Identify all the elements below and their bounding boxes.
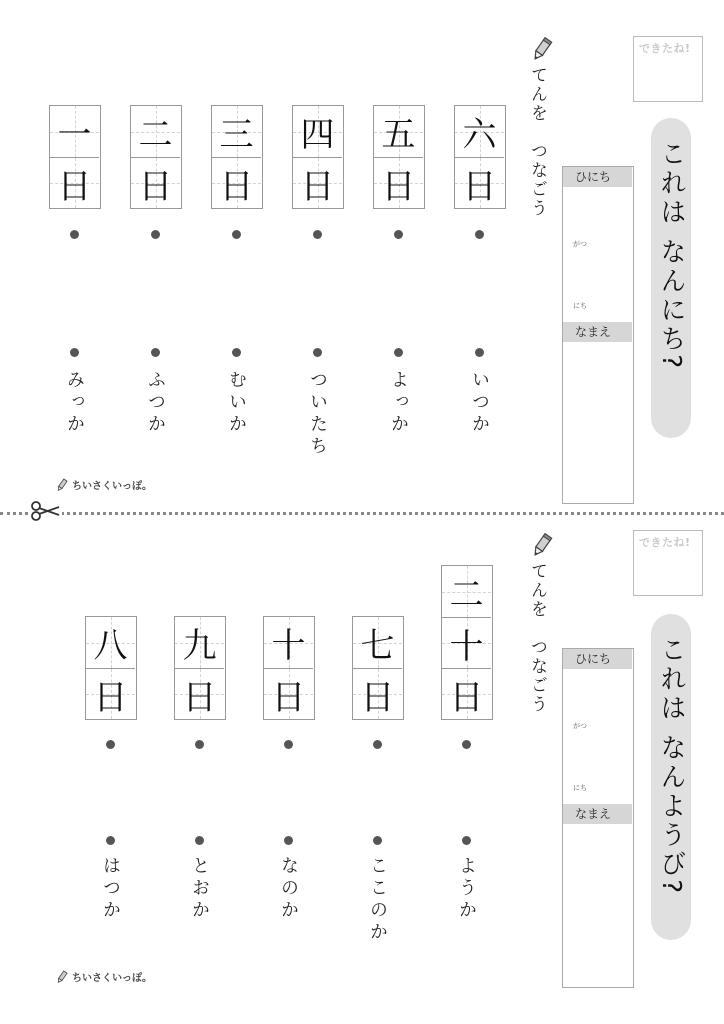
kanji-card: [373, 105, 425, 209]
kanji-card: [174, 616, 226, 720]
pencil-icon: [55, 478, 69, 492]
connect-dot[interactable]: [151, 230, 160, 239]
connect-dot[interactable]: [313, 230, 322, 239]
month-label: がつ: [573, 240, 587, 248]
kanji-cell: 日: [86, 668, 135, 719]
pencil-icon: [529, 532, 555, 558]
kanji-card: [85, 616, 137, 720]
instruction: [519, 532, 559, 772]
kanji-cell: 日: [374, 157, 423, 208]
logo-text: ちいさくいっぽ。: [72, 973, 152, 984]
connect-dot[interactable]: [373, 836, 382, 845]
done-stamp-box: [633, 530, 703, 596]
done-label: できたね!: [639, 536, 691, 549]
kanji-card: [211, 105, 263, 209]
connect-dot[interactable]: [232, 348, 241, 357]
kanji-card: [441, 565, 493, 720]
logo: [55, 477, 152, 492]
kanji-cell: 二: [442, 566, 491, 617]
kanji-card: [49, 105, 101, 209]
kanji-cell: 日: [442, 668, 491, 719]
logo-text: ちいさくいっぽ。: [72, 481, 152, 492]
reading-text: ふつか: [145, 370, 166, 436]
kanji-cell: 日: [353, 668, 402, 719]
day-label: にち: [573, 302, 587, 310]
logo: [55, 969, 152, 984]
connect-dot[interactable]: [106, 740, 115, 749]
reading-text: ついたち: [307, 370, 328, 458]
connect-dot[interactable]: [284, 740, 293, 749]
connect-dot[interactable]: [106, 836, 115, 845]
date-name-panel: [562, 648, 634, 988]
connect-dot[interactable]: [232, 230, 241, 239]
reading-text: むいか: [226, 370, 247, 436]
kanji-cell: 六: [455, 106, 504, 157]
reading-text: ようか: [456, 856, 477, 922]
connect-dot[interactable]: [70, 348, 79, 357]
done-stamp-box: [633, 36, 703, 102]
connect-dot[interactable]: [373, 740, 382, 749]
connect-dot[interactable]: [70, 230, 79, 239]
connect-dot[interactable]: [284, 836, 293, 845]
kanji-cell: 十: [264, 617, 313, 668]
kanji-cell: 日: [212, 157, 261, 208]
connect-dot[interactable]: [462, 836, 471, 845]
date-header: ひにち: [563, 649, 632, 669]
kanji-cell: 日: [131, 157, 180, 208]
instruction-text: てんを つなごう: [527, 66, 547, 218]
connect-dot[interactable]: [195, 836, 204, 845]
reading-text: いつか: [469, 370, 490, 436]
connect-dot[interactable]: [394, 348, 403, 357]
kanji-cell: 日: [455, 157, 504, 208]
bottom-worksheet: [0, 512, 724, 1024]
instruction: [519, 36, 559, 276]
question-text: これは なんようび?: [656, 636, 686, 897]
reading-text: なのか: [278, 856, 299, 922]
connect-dot[interactable]: [151, 348, 160, 357]
day-label: にち: [573, 784, 587, 792]
kanji-cell: 日: [175, 668, 224, 719]
month-label: がつ: [573, 722, 587, 730]
instruction-text: てんを つなごう: [527, 562, 547, 714]
connect-dot[interactable]: [195, 740, 204, 749]
question-pill: [651, 614, 691, 940]
kanji-cell: 二: [131, 106, 180, 157]
reading-text: みっか: [64, 370, 85, 436]
name-header: なまえ: [563, 322, 632, 342]
kanji-cell: 八: [86, 617, 135, 668]
pencil-icon: [529, 36, 555, 62]
done-label: できたね!: [639, 42, 691, 55]
connect-dot[interactable]: [475, 230, 484, 239]
kanji-card: [454, 105, 506, 209]
kanji-card: [352, 616, 404, 720]
date-name-panel: [562, 166, 634, 504]
kanji-cell: 五: [374, 106, 423, 157]
kanji-cell: 日: [50, 157, 99, 208]
kanji-cell: 日: [293, 157, 342, 208]
kanji-cell: 日: [264, 668, 313, 719]
connect-dot[interactable]: [475, 348, 484, 357]
question-text: これは なんにち?: [656, 140, 686, 372]
top-worksheet: [0, 0, 724, 506]
kanji-cell: 七: [353, 617, 402, 668]
reading-text: とおか: [189, 856, 210, 922]
kanji-card: [263, 616, 315, 720]
kanji-cell: 十: [442, 617, 491, 668]
reading-text: はつか: [100, 856, 121, 922]
kanji-cell: 九: [175, 617, 224, 668]
kanji-card: [130, 105, 182, 209]
connect-dot[interactable]: [462, 740, 471, 749]
kanji-cell: 一: [50, 106, 99, 157]
question-pill: [651, 118, 691, 438]
reading-text: よっか: [388, 370, 409, 436]
connect-dot[interactable]: [394, 230, 403, 239]
connect-dot[interactable]: [313, 348, 322, 357]
pencil-icon: [55, 970, 69, 984]
name-header: なまえ: [563, 804, 632, 824]
reading-text: ここのか: [367, 856, 388, 944]
kanji-cell: 四: [293, 106, 342, 157]
date-header: ひにち: [563, 167, 632, 187]
kanji-card: [292, 105, 344, 209]
kanji-cell: 三: [212, 106, 261, 157]
